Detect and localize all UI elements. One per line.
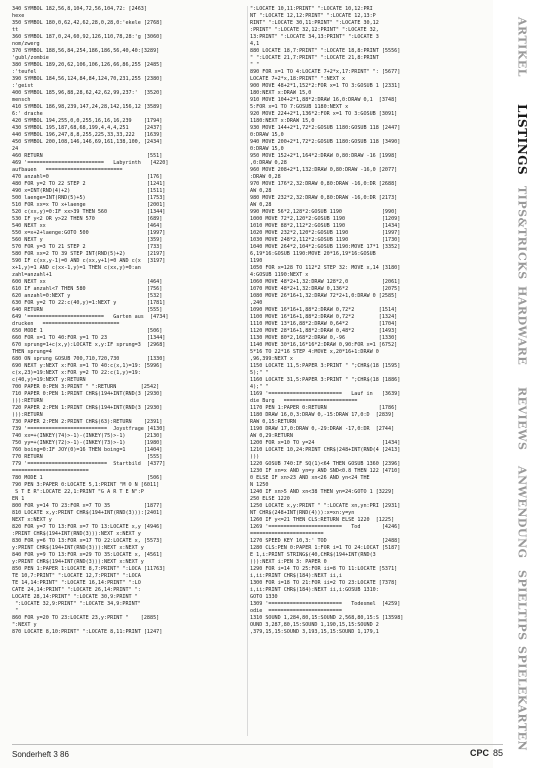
listing-line: 4:GOSUB 1190:NEXT x <box>250 272 309 278</box>
listing-line: die Burg ======================== <box>250 398 358 404</box>
listing-line: 540 NEXT xx [464] <box>12 223 163 229</box>
section-tab-reviews: REVIEWS <box>515 387 529 451</box>
listing-line: 950 MOVE 152+2*1,164*2:DRAW 0,80:DRAW -16 [1998] <box>250 153 398 159</box>
listing-line: 570 FOR y=3 TO 21 STEP 2 [733] <box>12 244 163 250</box>
listing-line: 820 FOR y=7 TO 13:FOR x=7 TO 13:LOCATE x,y [4946] <box>12 524 163 530</box>
listing-line: 600 NEXT xx [464] <box>12 279 163 285</box>
listing-line: 870 LOCATE 8,10:PRINT" ":LOCATE 8,11:PRINT [1247] <box>12 629 163 635</box>
listing-line: EN 1 <box>12 496 25 502</box>
listing-line: 1030 MOVE 248*2,112*2:GOSUB 1190 [1730] <box>250 237 401 243</box>
listing-line: 500 laenge=INT(RND(5)+5) [1753] <box>12 195 166 201</box>
listing-line: 770 RETURN [555] <box>12 454 163 460</box>
listing-line: 1140 MOVE 30*16,16*16*2:DRAW 0,90:FOR x=1 [6752] <box>250 342 398 348</box>
listing-line: AW 0,28 <box>250 188 272 194</box>
listing-line: 1220 GOSUB 740:IF SQ(1)<64 THEN GOSUB 1360 [2396] <box>250 461 401 467</box>
issue-label: Sonderheft 3 86 <box>12 750 69 759</box>
listing-line: 670 sprung=1+c(x,y):LOCATE x,y:IF sprung=3 [2968] <box>12 342 166 348</box>
listing-line: drucken ========================= <box>12 321 120 327</box>
listing-line: ,96,399:NEXT x <box>250 356 293 362</box>
listing-line: 470 anzahl=0 [176] <box>12 174 163 180</box>
listing-line: 880 LOCATE 18,7:PRINT" ":LOCATE 18,8:PRINT [5556] <box>250 48 401 54</box>
listing-line: 350 SYMBOL 180,0,62,42,62,28,0,28,0:'ekele [2768] <box>12 20 163 26</box>
listing-line: 420 SYMBOL 194,255,0,0,255,16,16,16,239 [1794] <box>12 118 163 124</box>
listing-line: 4,1 <box>250 41 260 47</box>
listing-line: 920 MOVE 224+2*1,136*2:FOR x=1 TO 3:GOSUB [3091] <box>250 111 398 117</box>
listing-line: 610 IF anzahl<7 THEN 580 [756] <box>12 286 163 292</box>
listing-line: ,379,15,15:SOUND 3,193,15,15:SOUND 1,179,1 <box>250 629 379 635</box>
listing-line: 1269 '======================== Tod [4246] <box>250 524 401 530</box>
listing-line: 1170 PEN 1:PAPER 0:RETURN [1786] <box>250 405 398 411</box>
listing-line: ========================= <box>12 468 89 474</box>
listing-line: ))):NEXT i:PEN 3: PAPER 0 <box>250 559 327 565</box>
listing-line: 1300 FOR i=18 TO 21:FOR ii=2 TO 23:LOCATE [7378] <box>250 580 398 586</box>
listing-line: ======================== <box>250 531 324 537</box>
listing-line: 1290 FOR i=14 TO 25:FOR ii=8 TO 11:LOCATE [5371] <box>250 566 398 572</box>
listing-line: :PRINT CHR$(194+INT(RND(3))):NEXT x:NEXT y <box>12 531 141 537</box>
listing-line: 800 FOR y=14 TO 23:FOR x=7 TO 35 [1877] <box>12 503 163 509</box>
listing-line: 1130 MOVE 80*2,168*2:DRAW 0,-96 [1330] <box>250 335 398 341</box>
listing-line: 0 ELSE IF xn>23 AND xn<26 AND yn<24 THE <box>250 475 370 481</box>
listing-line: 1020 MOVE 232*2,120*2:GOSUB 1190 [1997] <box>250 230 401 236</box>
listing-line: 840 FOR y=9 TO 13:FOR x=29 TO 35:LOCATE x, [4561] <box>12 552 163 558</box>
listing-line: y:PRINT CHR$(194+INT(RND(3))):NEXT x:NEXT y <box>12 559 144 565</box>
listing-line: 1010 MOVE 88*2,112*2:GOSUB 1190 [1434] <box>250 223 401 229</box>
page-number: 85 <box>492 748 503 758</box>
listing-line: ":NEXT y <box>12 622 37 628</box>
listing-line: 1240 IF xn>5 AND xn<38 THEN yn=24:GOTO 1 [3229] <box>250 489 395 495</box>
listing-line: 5:FOR x=1 TO 7:GOSUB 1180:NEXT x <box>250 104 349 110</box>
listing-line: 810 LOCATE x,y:PRINT CHR$(194+INT(RND(3))):[2401] <box>12 510 163 516</box>
listing-line: 1250 LOCATE x,y:PRINT " ":LOCATE xn,yn:PRI [2931] <box>250 503 401 509</box>
listing-line: E 1,i:PRINT STRING$(40,CHR$(194+INT(RND(3 <box>250 552 376 558</box>
listing-line: 450 SYMBOL 200,108,146,146,69,161,138,100, [2434] <box>12 139 163 145</box>
listing-line: 250 ELSE 1220 <box>250 496 290 502</box>
listing-line: c(40,y)=19:NEXT y:RETURN <box>12 377 86 383</box>
listing-line: 380 SYMBOL 189,20,62,106,106,126,66,86,255 [2485] <box>12 62 163 68</box>
listing-line: 739 '========================== Joystfrage [4130] <box>12 426 166 432</box>
listing-line: 980 MOVE 232*2,32:DRAW 0,80:DRAW -16,0:DR [2173] <box>250 195 398 201</box>
listing-line: ))) <box>250 454 260 460</box>
listing-line: nom/zwerg <box>12 41 40 47</box>
listing-line: hexe <box>12 13 25 19</box>
listing-line: mensch <box>12 97 31 103</box>
listing-line: :PRINT" ":LOCATE 32,12:PRINT" ":LOCATE 32, <box>250 27 379 33</box>
listing-line: " ":LOCATE 21,7:PRINT" ":LOCATE 21,8:PRINT <box>250 55 379 61</box>
listing-line: 580 FOR xx=2 TO 39 STEP INT(RND(5)+2) [2197] <box>12 251 166 257</box>
section-tab-hardware: HARDWARE <box>515 286 529 366</box>
listing-line: 1050 FOR x=128 TO 112*2 STEP 32: MOVE x,14 [3180] <box>250 265 401 271</box>
listing-line: S T E R":LOCATE 22,1:PRINT "G A R T E N":P <box>12 489 144 495</box>
listing-line: 1260 IF y<=21 THEN CLS:RETURN ELSE 1220 [1225] <box>250 517 395 523</box>
listing-line: odie ======================== <box>250 608 343 614</box>
listing-line: 6,19*16:GOSUB 1190:MOVE 20*16,19*16:GOSUB <box>250 251 376 257</box>
listing-line: THEN sprung=4 <box>12 349 52 355</box>
listing-line: 1180 DRAW 16,0,3:DRAW 0,-15:DRAW 17,0:D [2839] <box>250 412 395 418</box>
listing-line: 720 PAPER 2:PEN 1:PRINT CHR$(194+INT(RND(3 [2930] <box>12 405 163 411</box>
listing-line: 860 FOR y=20 TO 23:LOCATE 23,y:PRINT " [2885] <box>12 615 160 621</box>
listing-line: ,0:DRAW 0,28 <box>250 160 287 166</box>
listing-line: 1090 MOVE 16*16+1,88*2:DRAW 0,72*2 [1514] <box>250 307 398 313</box>
listing-line: :'geist <box>12 83 34 89</box>
listing-line: 1200 FOR x=10 TO y=24 [1434] <box>250 440 401 446</box>
listing-line: 710 PAPER 0:PEN 1:PRINT CHR$(194+INT(RND(3 [2930] <box>12 391 163 397</box>
listing-line: 1070 MOVE 48*2+1,32:DRAW 0,136*2 [2075] <box>250 286 401 292</box>
listing-line: :'teufel <box>12 69 37 75</box>
listing-line: 4);" " <box>250 384 269 390</box>
listing-line: 1270 SPEED KEY 10,3:' TOD [2488] <box>250 538 401 544</box>
page-footer <box>470 748 503 758</box>
listing-line: 910 MOVE 104+2*1,88*2:DRAW 16,0:DRAW 0,1 [3748] <box>250 97 398 103</box>
section-tab-anwendung: ANWENDUNG <box>515 465 529 559</box>
listing-line: 660 FOR x=1 TO 40:FOR y=1 TO 23 [1344] <box>12 335 166 341</box>
listing-line: 970 MOVE 176*2,32:DRAW 0,80:DRAW -16,0:DR [2688] <box>250 181 398 187</box>
magazine-brand: CPC <box>469 748 489 758</box>
listing-line: 1210 LOCATE 10,24:PRINT CHR$(248+INT(RND(4 [2413] <box>250 447 401 453</box>
listing-line: 469 '========================= Labyrinth [4220] <box>12 160 169 166</box>
section-tab-artikel: ARTIKEL <box>515 16 529 77</box>
listing-line: TE 10,7:PRINT" ":LOCATE 12,7:PRINT" ":LOCA <box>12 573 141 579</box>
listing-line: 740 xx=+(INKEY(74)>-1)-(INKEY(75)>-1) [2130] <box>12 433 163 439</box>
listing-line: 690 NEXT y:NEXT x:FOR x=1 TO 40:c(x,1)=19: [5996] <box>12 363 163 369</box>
listing-line: 620 anzahl=0:NEXT y [532] <box>12 293 163 299</box>
listing-line: y:PRINT CHR$(194+INT(RND(3))):NEXT x:NEXT y <box>12 545 144 551</box>
listing-line: :DRAW 0,28 <box>250 174 281 180</box>
listing-line: " " <box>250 62 260 68</box>
listing-line: 1280 CLS:PEN 0:PAPER 1:FOR i=1 TO 24:LOCAT [5187] <box>250 545 401 551</box>
listing-line: 410 SYMBOL 186,98,239,147,24,28,142,156,12 [3589] <box>12 104 163 110</box>
listing-line: AW 0,29:RETURN <box>250 433 293 439</box>
listing-line: 900 MOVE 48+2*1,152*2:FOR x=1 TO 3:GOSUB 1 [2331] <box>250 83 401 89</box>
section-tabs <box>505 0 539 751</box>
listing-line: 460 RETURN [551] <box>12 153 163 159</box>
listing-line: 850 PEN 1:PAPER 1:LOCATE 8,7:PRINT" ":LOCA [11763] <box>12 566 166 572</box>
listing-line: 1040 MOVE 264*2,104*2:GOSUB 1190:MOVE 17*1 [3352] <box>250 244 401 250</box>
listing-line: 1060 MOVE 48*2+1,32:DRAW 128*2,0 [2061] <box>250 279 401 285</box>
listing-line: 1169 '======================== Lauf in [3639] <box>250 391 401 397</box>
footer-divider <box>12 744 503 745</box>
listing-line: 24 <box>12 146 19 152</box>
listing-line: 830 FOR y=6 TO 13:FOR x=17 TO 22:LOCATE x, [5573] <box>12 538 163 544</box>
listing-line: 1310 SOUND 1,284,80,15:SOUND 2,568,80,15:S [13598] <box>250 615 404 621</box>
listing-line: 340 SYMBOL 182,56,8,104,72,56,104,72: [2463] <box>12 6 147 12</box>
listing-line: 5*16 TO 22*16 STEP 4:MOVE x,20*16+1:DRAW 0 <box>250 349 379 355</box>
listing-line: ,240 <box>250 300 263 306</box>
listing-line: 1190 <box>250 258 263 264</box>
listing-line: 890 FOR x=1 TO 4:LOCATE 7+2*x,17:PRINT" ": [5677] <box>250 69 401 75</box>
listing-line: 680 ON sprung GOSUB 700,710,720,730 [1330] <box>12 356 166 362</box>
listing-line: 630 FOR y=2 TO 22:c(40,y)=1:NEXT y [1781] <box>12 300 166 306</box>
listing-line: N 1250 <box>250 482 269 488</box>
listing-line: 730 PAPER 2:PEN 2:PRINT CHR$(63):RETURN [2391] <box>12 419 163 425</box>
listing-line: 650 MODE 1 [506] <box>12 328 163 334</box>
listing-line: RAW 0,15:RETURN <box>250 419 297 425</box>
listing-line: ))):RETURN <box>12 412 43 418</box>
listing-line: 790 PEN 3:PAPER 0:LOCATE 5,1:PRINT "M O N [6011] <box>12 482 160 488</box>
listing-line: 370 SYMBOL 188,56,84,254,186,186,56,40,40:[3289] <box>12 48 160 54</box>
listing-line: 360 SYMBOL 187,0,24,60,92,126,110,78,28:'g [3060] <box>12 34 163 40</box>
listing-line: 6:' drache <box>12 111 43 117</box>
listing-line: 'gubl/zombie <box>12 55 49 61</box>
listing-line: 640 RETURN [555] <box>12 307 163 313</box>
listing-line: 750 yy=+(INKEY(72)>-1)-(INKEY(73)>-1) [1980] <box>12 440 163 446</box>
listing-line: c(x,23)=19:NEXT x:FOR y=2 TO 22:c(1,y)=19: <box>12 370 141 376</box>
listing-line: 440 SYMBOL 196,247,8,8,255,225,33,33,222 [1639] <box>12 132 163 138</box>
listing-line: RINT" ":LOCATE 30,11:PRINT" ":LOCATE 30,12 <box>250 20 379 26</box>
section-tab-tips-tricks: TIPS&TRICKS <box>515 185 529 280</box>
listing-line: GOTO 1330 <box>250 594 278 600</box>
listing-line: LOCATE 7+2*x,18:PRINT" ":NEXT x <box>250 76 346 82</box>
listing-line: 940 MOVE 200+2*1,72*2:GOSUB 1180:GOSUB 118 [3490] <box>250 139 401 145</box>
listing-line: 760 boing=0:IF JOY(0)=16 THEN boing=1 [1404] <box>12 447 163 453</box>
listing-line: 590 IF c(xx,y-1)=0 AND c(xx,y+1)=0 AND c(x [3197] <box>12 258 166 264</box>
listing-line: 13:PRINT" ":LOCATE 34,13:PRINT" ":LOCATE 3 <box>250 34 379 40</box>
listing-line: NT CHR$(248+INT(RND(4))):x=xn:y=yn <box>250 510 355 516</box>
listing-line: ":LOCATE 10,11:PRINT" ":LOCATE 10,12:PRI <box>250 6 373 12</box>
listing-line: 1110 MOVE 13*16,88*2:DRAW 0,64*2 [1704] <box>250 321 398 327</box>
listing-line: 400 SYMBOL 185,96,88,28,62,42,62,99,237:' [3520] <box>12 90 163 96</box>
listing-line: 960 MOVE 208+2*1,132:DRAW 0,80:DRAW -16,0 [2077] <box>250 167 398 173</box>
listing-line: 1100 MOVE 16*16+1,88*2:DRAW 0,72*2 [1324] <box>250 314 398 320</box>
listing-line: 700 PAPER 0:PEN 3:PRINT " ":RETURN [2542] <box>12 384 160 390</box>
listing-column-left <box>12 6 244 636</box>
section-sidebar <box>493 0 543 768</box>
section-tab-spielekarten: SPIELEKARTEN <box>515 645 529 751</box>
listing-line: i,ii:PRINT CHR$(184):NEXT ii,i <box>250 573 343 579</box>
listing-line: 530 IF y<2 OR y>22 THEN 570 [689] <box>12 216 163 222</box>
listing-line: zahl=anzahl+1 <box>12 272 52 278</box>
listing-line: 1309 '======================== Todesmel [4259] <box>250 601 401 607</box>
listing-line: 990 MOVE 56*2,128*2:GOSUB 1190 [990] <box>250 209 398 215</box>
listing-line: CATE 24,14:PRINT" ":LOCATE 26,14:PRINT" ": <box>12 587 141 593</box>
listing-line: 510 FOR xx=x TO x+laenge [2001] <box>12 202 166 208</box>
listing-line: NT ":LOCATE 12,12:PRINT" ":LOCATE 12,13:P <box>250 13 376 19</box>
listing-line: LOCATE 28,14:PRINT" ":LOCATE 30,9:PRINT " <box>12 594 138 600</box>
listing-line: ":LOCATE 32,9:PRINT" ":LOCATE 34,9:PRINT" <box>12 601 141 607</box>
listing-line: AW 0,28 <box>250 202 272 208</box>
listing-line: 480 FOR y=2 TO 22 STEP 2 [1241] <box>12 181 166 187</box>
listing-line: 390 SYMBOL 184,56,124,84,84,124,70,231,255 [2380] <box>12 76 163 82</box>
listing-line: 1160 LOCATE 31,5:PAPER 3:PRINT " ";CHR$(18 [1886] <box>250 377 401 383</box>
listing-line: 0:DRAW 15,0 <box>250 146 284 152</box>
listing-line: TE 14,14:PRINT" ":LOCATE 16,14:PRINT" ":LO <box>12 580 141 586</box>
section-tab-listings: LISTINGS <box>515 104 529 176</box>
listing-line: 560 NEXT y [359] <box>12 237 163 243</box>
listing-line: 780 MODE 1 [506] <box>12 475 163 481</box>
listing-line: 5);" " <box>250 370 269 376</box>
listing-line: ))):RETURN <box>12 398 43 404</box>
section-tab-spieltips: SPIELTIPS <box>515 569 529 641</box>
listing-line: 1190 DRAW 17,0:DRAW 0,-29:DRAW -17,0:DR [2744] <box>250 426 395 432</box>
listing-line: 649 '========================= Garten aus [4734] <box>12 314 169 320</box>
listing-line: 930 MOVE 144+2*1,72*2:GOSUB 1180:GOSUB 118 [2447] <box>250 125 401 131</box>
listing-line: 430 SYMBOL 195,187,68,68,199,4,4,4,251 [2437] <box>12 125 163 131</box>
listing-line: 1150 LOCATE 11,5:PAPER 3:PRINT " ";CHR$(18 [1595] <box>250 363 401 369</box>
listing-line: 1000 MOVE 72*2,120*2:GOSUB 1190 [1209] <box>250 216 401 222</box>
listing-line: 520 c(xx,y)=0:IF xx>39 THEN 560 [1344] <box>12 209 166 215</box>
listing-line: NEXT x:NEXT y <box>12 517 52 523</box>
listing-line: aufbauen ========================= <box>12 167 123 173</box>
listing-line: 1080 MOVE 26*16+1,32:DRAW 72*2+1,0:DRAW 0 [2585] <box>250 293 398 299</box>
listing-line: " <box>12 608 19 614</box>
listing-line: 1120 MOVE 28*16+1,88*2:DRAW 0,48*2 [1493] <box>250 328 398 334</box>
listing-line: x+1,y)=1 AND c(xx-1,y)=1 THEN c(xx,y)=0:an <box>12 265 141 271</box>
listing-line: 550 x=x+2+laenge:GOTO 500 [1997] <box>12 230 166 236</box>
listing-line: i,ii:PRINT CHR$(184):NEXT ii,i:GOSUB 1310: <box>250 587 379 593</box>
listing-column-right <box>250 6 487 636</box>
column-divider <box>247 6 248 736</box>
listing-line: 0:DRAW 15,0 <box>250 132 284 138</box>
listing-line: 180:NEXT x:DRAW 15,0 <box>250 90 312 96</box>
listing-line: 1230 IF xn=x AND yn=y AND SND<0.8 THEN 122 [4710] <box>250 468 401 474</box>
listing-line: 1180:NEXT x:DRAW 15,0 <box>250 118 315 124</box>
listing-line: 490 x=INT(RND(4)+2) [1511] <box>12 188 166 194</box>
listing-line: tt <box>12 27 19 33</box>
listing-line: 779 '========================== Startbild [4377] <box>12 461 166 467</box>
listing-line: OUND 3,287,80,15:SOUND 1,190,15,15:SOUND 2 <box>250 622 379 628</box>
